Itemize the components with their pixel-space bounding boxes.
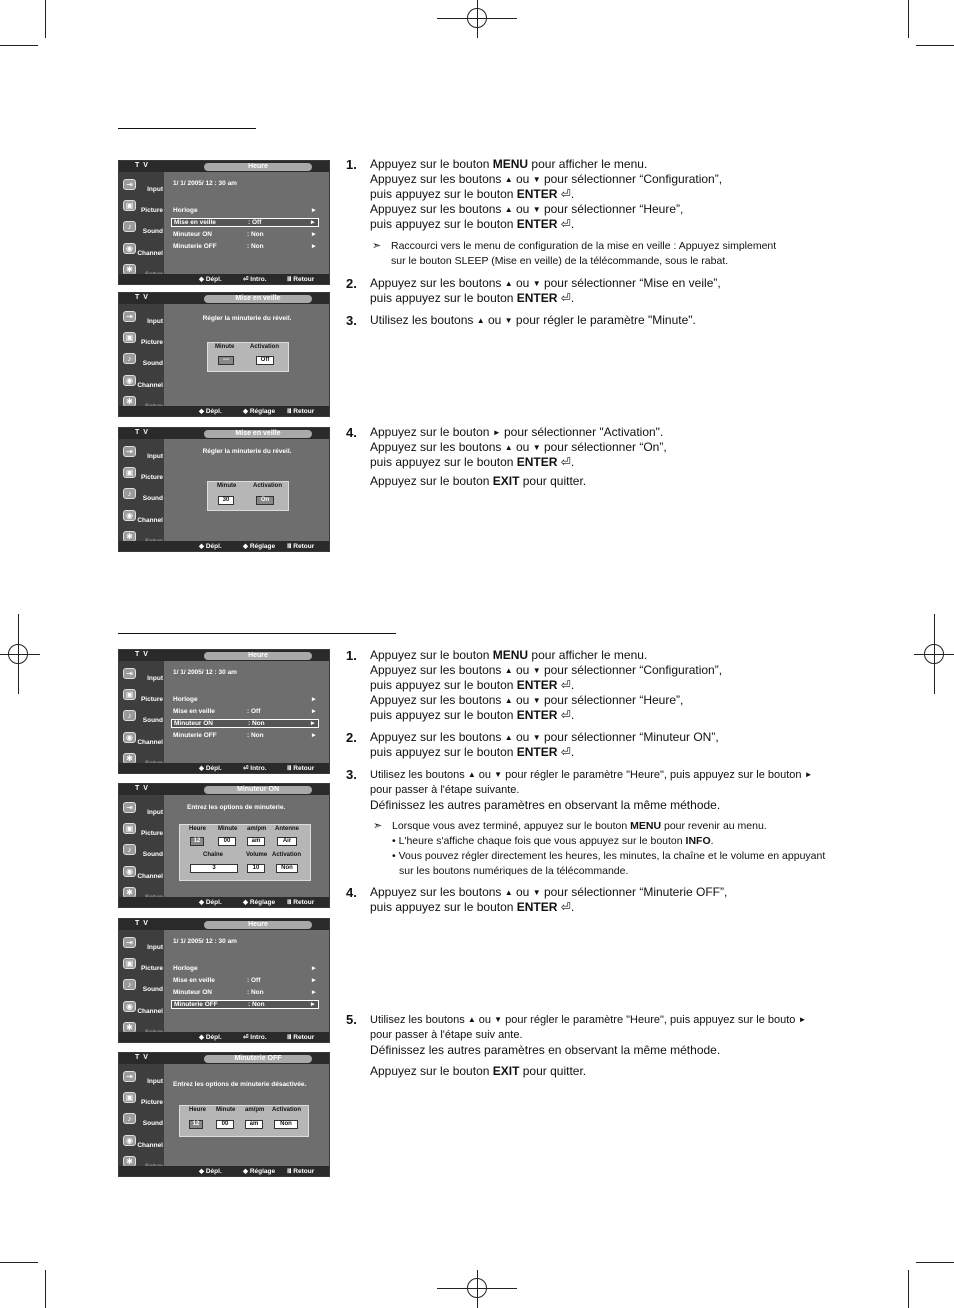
picture-icon: ▣ — [123, 689, 136, 700]
osd-tv-label: T V — [135, 162, 149, 169]
setup-gear-icon: ✱ — [123, 887, 136, 898]
osd-nav-picture[interactable]: ▣ Picture — [121, 956, 163, 976]
crop-mark — [45, 0, 46, 38]
step-4-text: Appuyez sur le bouton ► pour sélectionner "Activation". Appuyez sur les boutons ▲ ou ▼ pour sélectionner “On”, puis appuyez sur le bouton ENTER ⏎. — [370, 425, 667, 469]
minute-field[interactable]: 00 — [216, 1120, 234, 1129]
hour-field[interactable]: 12 — [189, 1120, 203, 1129]
osd-nav-input[interactable]: ⇥ Input — [121, 666, 163, 686]
hint-move: ◆ Dépl. — [199, 276, 222, 283]
down-arrow-icon: ▼ — [532, 205, 541, 214]
enter-icon: ⏎ — [560, 900, 571, 914]
osd-timer-on-panel: T V Minuteur ON ⇥ Input ▣ Picture ♪ Sound ◉ Channel ✱ Entrez les options de minuterie. Heure Minute am/pm Antenne 12 00 am Air Chaîne Volume Activation 3 10 Non ◆ Dépl. ◆ Réglage Ⅲ Retour — [118, 783, 330, 908]
crop-mark — [908, 1270, 909, 1308]
chevron-right-icon: ► — [309, 1001, 316, 1008]
note-menu-return: Lorsque vous avez terminé, appuyez sur le bouton MENU pour revenir au menu. • L'heure s'affiche chaque fois que vous appuyez sur le bouton INFO. • Vous pouvez régler directement les heures, les minutes, la chaîne et le volume en appuyant sur les boutons numériques de la télécommande. — [392, 820, 826, 877]
channel-icon: ◉ — [123, 510, 136, 521]
osd-nav-channel[interactable]: ◉ Channel — [121, 508, 163, 528]
osd-nav-input[interactable]: ⇥ Input — [121, 1069, 163, 1089]
osd-nav-channel[interactable]: ◉ Channel — [121, 241, 163, 261]
osd-title: Minuteur ON — [204, 786, 312, 794]
osd-nav-sound[interactable]: ♪ Sound — [121, 219, 163, 239]
crop-mark — [45, 1270, 46, 1308]
crop-mark — [916, 45, 954, 46]
hint-enter: ⏎ Intro. — [243, 276, 267, 283]
osd-date: 1/ 1/ 2005/ 12 : 30 am — [173, 180, 237, 187]
osd-nav-input[interactable]: ⇥ Input — [121, 800, 163, 820]
osd-title: Minuterie OFF — [204, 1055, 312, 1063]
antenna-field[interactable]: Air — [277, 837, 297, 846]
crop-mark — [908, 0, 909, 38]
activation-field[interactable]: On — [256, 496, 274, 505]
osd-nav-input[interactable]: ⇥ Input — [121, 177, 163, 197]
down-arrow-icon: ▼ — [532, 666, 541, 675]
chevron-right-icon: ► — [310, 243, 317, 250]
osd-message: Régler la minuterie du réveil. — [202, 315, 292, 322]
chevron-right-icon: ► — [310, 732, 317, 739]
chevron-right-icon: ► — [309, 720, 316, 727]
note-arrow-icon: ➣ — [372, 240, 382, 252]
picture-icon: ▣ — [123, 958, 136, 969]
step-1-text: Appuyez sur le bouton MENU pour afficher le menu. Appuyez sur les boutons ▲ ou ▼ pour sélectionner “Configuration”, puis appuyez sur le bouton ENTER ⏎. Appuyez sur les boutons ▲ ou ▼ pour sélectionner “Heure”, puis appuyez sur le bouton ENTER ⏎. — [370, 157, 723, 231]
registration-mark — [467, 8, 487, 28]
osd-message: Régler la minuterie du réveil. — [202, 448, 292, 455]
osd-title: Heure — [204, 921, 312, 929]
up-arrow-icon: ▲ — [504, 279, 513, 288]
activation-field[interactable]: Off — [256, 356, 274, 365]
osd-nav-picture[interactable]: ▣ Picture — [121, 821, 163, 841]
up-arrow-icon: ▲ — [504, 666, 513, 675]
osd-nav-input[interactable]: ⇥ Input — [121, 935, 163, 955]
activation-field[interactable]: Non — [276, 864, 298, 873]
osd-nav-sound[interactable]: ♪ Sound — [121, 977, 163, 997]
channel-icon: ◉ — [123, 375, 136, 386]
setup-gear-icon: ✱ — [123, 753, 136, 764]
osd-title: Mise en veille — [204, 430, 312, 438]
hint-return: Ⅲ Retour — [287, 408, 315, 415]
down-arrow-icon: ▼ — [494, 770, 503, 779]
down-arrow-icon: ▼ — [532, 733, 541, 742]
sound-icon: ♪ — [123, 488, 136, 499]
section-rule — [118, 633, 396, 634]
setup-gear-icon: ✱ — [123, 396, 136, 407]
ampm-field[interactable]: am — [247, 837, 265, 846]
right-arrow-icon: ► — [804, 770, 813, 779]
sound-icon: ♪ — [123, 710, 136, 721]
input-icon: ⇥ — [123, 1071, 136, 1082]
activation-field[interactable]: Non — [274, 1120, 298, 1129]
osd-sleep-on-panel: T V Mise en veille ⇥ Input ▣ Picture ♪ Sound ◉ Channel ✱ Régler la minuterie du réveil. Minute Activation 30 On ◆ Dépl. ◆ Réglage Ⅲ Retour — [118, 427, 330, 552]
osd-nav-channel[interactable]: ◉ Channel — [121, 373, 163, 393]
chevron-right-icon: ► — [310, 708, 317, 715]
sound-icon: ♪ — [123, 1113, 136, 1124]
step-2b-text: Appuyez sur les boutons ▲ ou ▼ pour sélectionner “Minuteur ON”, puis appuyez sur le bouton ENTER ⏎. — [370, 730, 719, 759]
up-arrow-icon: ▲ — [504, 175, 513, 184]
channel-field[interactable]: 3 — [190, 864, 238, 873]
up-arrow-icon: ▲ — [504, 888, 513, 897]
registration-mark — [8, 644, 28, 664]
down-arrow-icon: ▼ — [532, 888, 541, 897]
osd-nav-channel[interactable]: ◉ Channel — [121, 730, 163, 750]
osd-nav-picture[interactable]: ▣ Picture — [121, 1090, 163, 1110]
osd-nav-picture[interactable]: ▣ Picture — [121, 465, 163, 485]
up-arrow-icon: ▲ — [476, 316, 485, 325]
picture-icon: ▣ — [123, 1092, 136, 1103]
osd-nav-input[interactable]: ⇥ Input — [121, 444, 163, 464]
sound-icon: ♪ — [123, 221, 136, 232]
sound-icon: ♪ — [123, 844, 136, 855]
minute-field[interactable]: --- — [218, 356, 234, 365]
up-arrow-icon: ▲ — [504, 443, 513, 452]
osd-nav-sound[interactable]: ♪ Sound — [121, 708, 163, 728]
osd-row-minuterie-off[interactable]: Minuterie OFF : Non ► — [173, 243, 317, 250]
up-arrow-icon: ▲ — [504, 696, 513, 705]
enter-icon: ⏎ — [560, 745, 571, 759]
down-arrow-icon: ▼ — [494, 1015, 503, 1024]
osd-nav-sound[interactable]: ♪ Sound — [121, 486, 163, 506]
registration-mark — [924, 644, 944, 664]
hint-move: ◆ Dépl. — [199, 408, 222, 415]
osd-message: Entrez les options de minuterie désactivée. — [173, 1081, 307, 1088]
up-arrow-icon: ▲ — [504, 205, 513, 214]
osd-nav-picture[interactable]: ▣ Picture — [121, 687, 163, 707]
chevron-right-icon: ► — [310, 977, 317, 984]
crop-mark — [916, 1262, 954, 1263]
note-shortcut: Raccourci vers le menu de configuration de la mise en veille : Appuyez simplement sur le bouton SLEEP (Mise en veille) de la télécommande, sous le rabat. — [391, 240, 777, 267]
step-2-text: Appuyez sur les boutons ▲ ou ▼ pour sélectionner “Mise en veile”, puis appuyez sur le bouton ENTER ⏎. — [370, 276, 721, 305]
chevron-right-icon: ► — [310, 207, 317, 214]
input-icon: ⇥ — [123, 179, 136, 190]
input-icon: ⇥ — [123, 668, 136, 679]
osd-title: Mise en veille — [204, 295, 312, 303]
channel-icon: ◉ — [123, 243, 136, 254]
input-icon: ⇥ — [123, 311, 136, 322]
setup-gear-icon: ✱ — [123, 1022, 136, 1033]
input-icon: ⇥ — [123, 446, 136, 457]
ampm-field[interactable]: am — [245, 1120, 263, 1129]
setup-gear-icon: ✱ — [123, 531, 136, 542]
down-arrow-icon: ▼ — [532, 279, 541, 288]
step-1b-text: Appuyez sur le bouton MENU pour afficher le menu. Appuyez sur les boutons ▲ ou ▼ pour sélectionner “Configuration”, puis appuyez sur le bouton ENTER ⏎. Appuyez sur les boutons ▲ ou ▼ pour sélectionner “Heure”, puis appuyez sur le bouton ENTER ⏎. — [370, 648, 723, 722]
down-arrow-icon: ▼ — [532, 175, 541, 184]
section-rule — [118, 128, 256, 129]
picture-icon: ▣ — [123, 200, 136, 211]
osd-nav-sound[interactable]: ♪ Sound — [121, 842, 163, 862]
chevron-right-icon: ► — [310, 989, 317, 996]
channel-icon: ◉ — [123, 1001, 136, 1012]
osd-nav-picture[interactable]: ▣ Picture — [121, 198, 163, 218]
volume-field[interactable]: 10 — [247, 864, 265, 873]
picture-icon: ▣ — [123, 467, 136, 478]
osd-nav-channel[interactable]: ◉ Channel — [121, 1133, 163, 1153]
osd-nav-input[interactable]: ⇥ Input — [121, 309, 163, 329]
sound-icon: ♪ — [123, 979, 136, 990]
osd-heure-panel-3: T V Heure ⇥ Input ▣ Picture ♪ Sound ◉ Channel ✱ 1/ 1/ 2005/ 12 : 30 am Horloge ► Mise en veille : Off ► Minuteur ON : Non ► Minuterie OFF : Non ► ◆ Dépl. ⏎ Intro. Ⅲ Retour — [118, 918, 330, 1043]
enter-icon: ⏎ — [560, 708, 571, 722]
step-5-text: Utilisez les boutons ▲ ou ▼ pour régler le paramètre "Heure", puis appuyez sur le bouto ► pour passer à l'étape suiv ante. Définissez les autres paramètres en observant la même méthode. — [370, 1014, 807, 1057]
osd-nav-sound[interactable]: ♪ Sound — [121, 1111, 163, 1131]
hint-adjust: ◆ Réglage — [243, 408, 276, 415]
hour-field[interactable]: 12 — [190, 837, 204, 846]
channel-icon: ◉ — [123, 1135, 136, 1146]
step-4b-text: Appuyez sur les boutons ▲ ou ▼ pour sélectionner “Minuterie OFF”, puis appuyez sur le bouton ENTER ⏎. — [370, 885, 728, 914]
down-arrow-icon: ▼ — [504, 316, 513, 325]
osd-row-minuteur-on[interactable]: Minuteur ON : Non ► — [173, 231, 317, 238]
step-3-text: Utilisez les boutons ▲ ou ▼ pour régler le paramètre "Minute". — [370, 313, 696, 327]
input-icon: ⇥ — [123, 937, 136, 948]
chevron-right-icon: ► — [310, 965, 317, 972]
picture-icon: ▣ — [123, 332, 136, 343]
osd-nav-channel[interactable]: ◉ Channel — [121, 864, 163, 884]
enter-icon: ⏎ — [560, 291, 571, 305]
setup-gear-icon: ✱ — [123, 264, 136, 275]
right-arrow-icon: ► — [492, 428, 501, 437]
enter-icon: ⏎ — [560, 217, 571, 231]
enter-icon: ⏎ — [560, 678, 571, 692]
hint-return: Ⅲ Retour — [287, 276, 315, 283]
crop-mark — [0, 45, 38, 46]
osd-row-mise-en-veille[interactable]: Mise en veille : Off ► — [171, 218, 319, 227]
up-arrow-icon: ▲ — [467, 1015, 476, 1024]
osd-title: Heure — [204, 163, 312, 171]
osd-title: Heure — [204, 652, 312, 660]
exit-text-2: Appuyez sur le bouton EXIT pour quitter. — [370, 1064, 587, 1078]
enter-icon: ⏎ — [560, 187, 571, 201]
minute-field[interactable]: 00 — [218, 837, 236, 846]
osd-nav-picture[interactable]: ▣ Picture — [121, 330, 163, 350]
exit-text: Appuyez sur le bouton EXIT pour quitter. — [370, 474, 587, 488]
osd-heure-panel — [118, 160, 330, 285]
chevron-right-icon: ► — [310, 231, 317, 238]
note-arrow-icon: ➣ — [373, 820, 383, 832]
crop-mark — [0, 1262, 38, 1263]
enter-icon: ⏎ — [560, 455, 571, 469]
right-arrow-icon: ► — [798, 1015, 807, 1024]
channel-icon: ◉ — [123, 732, 136, 743]
osd-row-horloge[interactable]: Horloge ► — [173, 207, 317, 214]
channel-icon: ◉ — [123, 866, 136, 877]
osd-heure-panel-2: T V Heure ⇥ Input ▣ Picture ♪ Sound ◉ Channel ✱ 1/ 1/ 2005/ 12 : 30 am Horloge ► Mise en veille : Off ► Minuteur ON : Non ► Minuterie OFF : Non ► ◆ Dépl. ⏎ Intro. Ⅲ Retour — [118, 649, 330, 774]
sound-icon: ♪ — [123, 353, 136, 364]
setup-gear-icon: ✱ — [123, 1156, 136, 1167]
chevron-right-icon: ► — [310, 696, 317, 703]
input-icon: ⇥ — [123, 802, 136, 813]
registration-mark — [467, 1278, 487, 1298]
osd-timer-off-panel: T V Minuterie OFF ⇥ Input ▣ Picture ♪ Sound ◉ Channel ✱ Entrez les options de minuterie désactivée. Heure Minute am/pm Activation 12 00 am Non ◆ Dépl. ◆ Réglage Ⅲ Retour — [118, 1052, 330, 1177]
down-arrow-icon: ▼ — [532, 443, 541, 452]
osd-nav-sound[interactable]: ♪ Sound — [121, 351, 163, 371]
step-3b-text: Utilisez les boutons ▲ ou ▼ pour régler le paramètre "Heure", puis appuyez sur le bouton ► pour passer à l'étape suivante. Définissez les autres paramètres en observant la même méthode. — [370, 769, 813, 812]
up-arrow-icon: ▲ — [504, 733, 513, 742]
osd-sleep-panel: T V Mise en veille ⇥ Input ▣ Picture ♪ Sound ◉ Channel ✱ Régler la minuterie du réveil. Minute Activation --- Off ◆ Dépl. ◆ Réglage Ⅲ Retour — [118, 292, 330, 417]
chevron-right-icon: ► — [309, 219, 316, 226]
picture-icon: ▣ — [123, 823, 136, 834]
down-arrow-icon: ▼ — [532, 696, 541, 705]
up-arrow-icon: ▲ — [467, 770, 476, 779]
osd-nav-channel[interactable]: ◉ Channel — [121, 999, 163, 1019]
step-number: 1. — [346, 157, 357, 172]
osd-message: Entrez les options de minuterie. — [187, 804, 286, 811]
minute-field[interactable]: 30 — [218, 496, 234, 505]
